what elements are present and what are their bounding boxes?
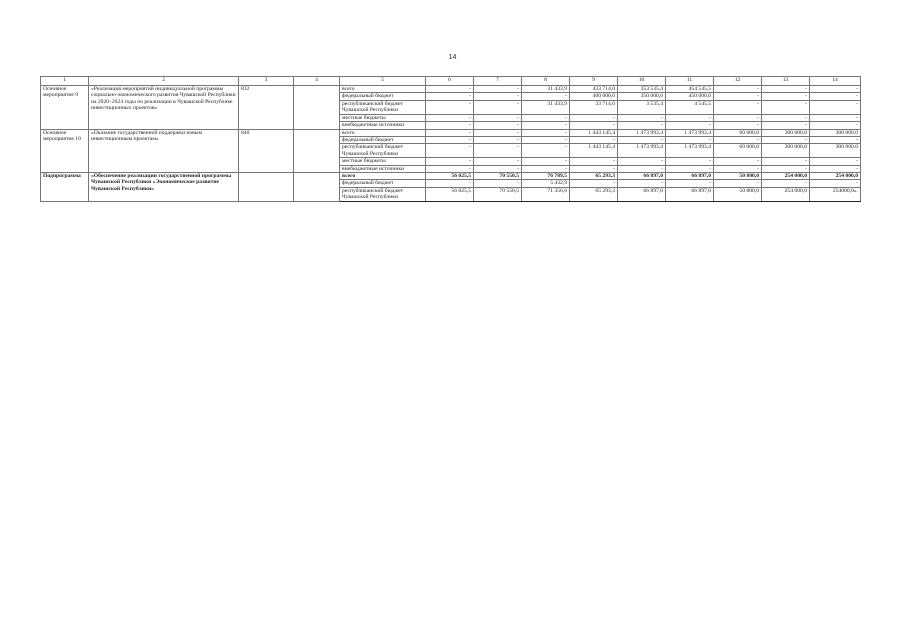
- program-code: 832: [239, 86, 294, 130]
- funding-value: 56 025,5: [426, 187, 474, 201]
- funding-value: -: [666, 136, 714, 143]
- funding-source: федеральный бюджет: [340, 180, 426, 187]
- funding-value: 5 432,9: [522, 180, 570, 187]
- funding-value: 4 545,5: [666, 100, 714, 114]
- funding-value: -: [426, 129, 474, 136]
- funding-value: -: [426, 136, 474, 143]
- funding-value: 50 800,0: [714, 187, 762, 201]
- funding-value: -: [762, 114, 810, 121]
- funding-value: 1 473 993,4: [618, 144, 666, 158]
- funding-value: 56 025,5: [426, 173, 474, 180]
- column-number: 13: [762, 77, 810, 86]
- funding-value: 254 000,0: [762, 187, 810, 201]
- funding-value: -: [522, 93, 570, 100]
- funding-value: -: [426, 158, 474, 165]
- table-row: [41, 173, 861, 180]
- funding-value: 254000,0».: [810, 187, 861, 201]
- funding-value: -: [762, 158, 810, 165]
- funding-source: федеральный бюджет: [340, 93, 426, 100]
- funding-value: 66 897,0: [618, 187, 666, 201]
- funding-value: -: [426, 180, 474, 187]
- funding-value: 433 714,0: [570, 86, 618, 93]
- funding-value: -: [618, 158, 666, 165]
- funding-value: 300 000,0: [810, 129, 861, 136]
- funding-value: 300 000,0: [762, 144, 810, 158]
- funding-value: -: [618, 180, 666, 187]
- program-code-2: [294, 173, 340, 202]
- funding-value: -: [570, 114, 618, 121]
- program-code-2: [294, 86, 340, 130]
- funding-value: -: [762, 165, 810, 172]
- funding-value: -: [810, 114, 861, 121]
- funding-value: -: [474, 93, 522, 100]
- funding-value: -: [522, 144, 570, 158]
- funding-value: -: [714, 114, 762, 121]
- funding-value: 454 545,5: [666, 86, 714, 93]
- funding-value: -: [522, 129, 570, 136]
- program-code-2: [294, 129, 340, 173]
- funding-value: 50 800,0: [714, 173, 762, 180]
- funding-source: республиканский бюджет Чувашской Республики: [340, 100, 426, 114]
- funding-value: 65 293,3: [570, 173, 618, 180]
- funding-value: -: [426, 114, 474, 121]
- funding-value: 66 897,0: [666, 173, 714, 180]
- column-number: 4: [294, 77, 340, 86]
- funding-value: -: [522, 158, 570, 165]
- funding-value: -: [666, 158, 714, 165]
- column-number-row: [41, 77, 861, 86]
- table-row: [41, 129, 861, 136]
- funding-value: -: [714, 122, 762, 129]
- funding-value: -: [426, 165, 474, 172]
- funding-source: всего: [340, 86, 426, 93]
- funding-value: -: [426, 122, 474, 129]
- funding-value: 71 356,6: [522, 187, 570, 201]
- funding-value: -: [570, 180, 618, 187]
- funding-value: -: [474, 122, 522, 129]
- funding-source: федеральный бюджет: [340, 136, 426, 143]
- funding-value: -: [618, 114, 666, 121]
- funding-value: -: [762, 136, 810, 143]
- funding-value: -: [666, 165, 714, 172]
- funding-value: -: [618, 136, 666, 143]
- funding-value: 70 550,5: [474, 187, 522, 201]
- funding-value: -: [474, 100, 522, 114]
- program-name: «Оказание государственной поддержки новым инвестиционным проектам»: [89, 129, 239, 173]
- funding-value: 76 789,5: [522, 173, 570, 180]
- column-number: 8: [522, 77, 570, 86]
- funding-value: 31 433,9: [522, 86, 570, 93]
- funding-source: республиканский бюджет Чувашской Республики: [340, 187, 426, 201]
- funding-value: 3 535,4: [618, 100, 666, 114]
- funding-value: -: [522, 136, 570, 143]
- funding-value: -: [714, 136, 762, 143]
- funding-value: -: [810, 100, 861, 114]
- funding-value: -: [570, 165, 618, 172]
- funding-value: -: [474, 136, 522, 143]
- funding-value: -: [762, 180, 810, 187]
- funding-value: 1 443 145,4: [570, 144, 618, 158]
- column-number: 7: [474, 77, 522, 86]
- funding-value: 450 000,0: [666, 93, 714, 100]
- funding-value: -: [570, 158, 618, 165]
- column-number: 5: [340, 77, 426, 86]
- funding-value: 70 550,5: [474, 173, 522, 180]
- funding-value: -: [426, 100, 474, 114]
- funding-value: 31 433,9: [522, 100, 570, 114]
- funding-value: -: [618, 165, 666, 172]
- funding-value: 1 473 993,4: [618, 129, 666, 136]
- funding-value: 60 000,0: [714, 129, 762, 136]
- column-number: 12: [714, 77, 762, 86]
- funding-value: -: [762, 100, 810, 114]
- column-number: 11: [666, 77, 714, 86]
- program-type: Подпрограмма: [41, 173, 89, 202]
- column-number: 6: [426, 77, 474, 86]
- column-number: 14: [810, 77, 861, 86]
- funding-value: 300 000,0: [762, 129, 810, 136]
- funding-value: -: [426, 86, 474, 93]
- funding-value: 33 714,0: [570, 100, 618, 114]
- funding-value: 1 473 993,4: [666, 129, 714, 136]
- funding-value: -: [474, 180, 522, 187]
- column-number: 3: [239, 77, 294, 86]
- funding-value: -: [714, 100, 762, 114]
- program-type: Основное мероприятие 9: [41, 86, 89, 130]
- funding-source: местные бюджеты: [340, 114, 426, 121]
- funding-value: -: [714, 93, 762, 100]
- funding-value: 1 443 145,4: [570, 129, 618, 136]
- funding-value: -: [714, 180, 762, 187]
- funding-value: -: [474, 114, 522, 121]
- column-number: 1: [41, 77, 89, 86]
- funding-source: внебюджетные источники: [340, 122, 426, 129]
- funding-value: 254 000,0: [810, 173, 861, 180]
- program-code: [239, 173, 294, 202]
- funding-value: -: [810, 180, 861, 187]
- funding-value: -: [618, 122, 666, 129]
- funding-value: -: [570, 122, 618, 129]
- column-number: 10: [618, 77, 666, 86]
- funding-value: -: [810, 158, 861, 165]
- funding-value: 350 000,0: [618, 93, 666, 100]
- program-name: «Обеспечение реализации государственной программы Чувашской Республики «Экономическое развитие Чувашской Республики»: [89, 173, 239, 202]
- funding-value: -: [522, 122, 570, 129]
- funding-value: -: [666, 122, 714, 129]
- funding-value: -: [666, 180, 714, 187]
- program-code: 840: [239, 129, 294, 173]
- funding-value: -: [522, 165, 570, 172]
- funding-value: -: [762, 86, 810, 93]
- funding-value: -: [810, 86, 861, 93]
- funding-value: 353 535,4: [618, 86, 666, 93]
- funding-source: всего: [340, 129, 426, 136]
- funding-value: -: [714, 158, 762, 165]
- funding-value: -: [714, 165, 762, 172]
- funding-value: -: [426, 93, 474, 100]
- funding-value: 300 000,0: [810, 144, 861, 158]
- funding-value: -: [810, 122, 861, 129]
- funding-source: республиканский бюджет Чувашской Республики: [340, 144, 426, 158]
- program-name: «Реализация мероприятий индивидуальной программы социально-экономического развития Чувашской Республики на 2020–2024 годы по реализации в Чувашской Республике инвестиционных проектов»: [89, 86, 239, 130]
- funding-value: -: [426, 144, 474, 158]
- funding-value: 60 000,0: [714, 144, 762, 158]
- funding-value: 66 897,0: [666, 187, 714, 201]
- funding-value: -: [474, 165, 522, 172]
- funding-value: 65 293,3: [570, 187, 618, 201]
- funding-source: всего: [340, 173, 426, 180]
- funding-value: 400 000,0: [570, 93, 618, 100]
- funding-source: местные бюджеты: [340, 158, 426, 165]
- funding-value: -: [810, 136, 861, 143]
- budget-table: [40, 76, 861, 202]
- funding-value: -: [522, 114, 570, 121]
- funding-value: 1 473 993,4: [666, 144, 714, 158]
- funding-value: -: [714, 86, 762, 93]
- program-type: Основное мероприятие 10: [41, 129, 89, 173]
- funding-value: -: [474, 86, 522, 93]
- funding-value: -: [762, 93, 810, 100]
- funding-value: -: [474, 158, 522, 165]
- funding-value: -: [666, 114, 714, 121]
- funding-source: внебюджетные источники: [340, 165, 426, 172]
- table-row: [41, 86, 861, 93]
- funding-value: 254 000,0: [762, 173, 810, 180]
- page-number: 14: [448, 54, 457, 61]
- funding-value: -: [474, 144, 522, 158]
- funding-value: 66 897,0: [618, 173, 666, 180]
- funding-value: -: [810, 165, 861, 172]
- column-number: 2: [89, 77, 239, 86]
- funding-value: -: [570, 136, 618, 143]
- funding-value: -: [762, 122, 810, 129]
- funding-value: -: [474, 129, 522, 136]
- column-number: 9: [570, 77, 618, 86]
- funding-value: -: [810, 93, 861, 100]
